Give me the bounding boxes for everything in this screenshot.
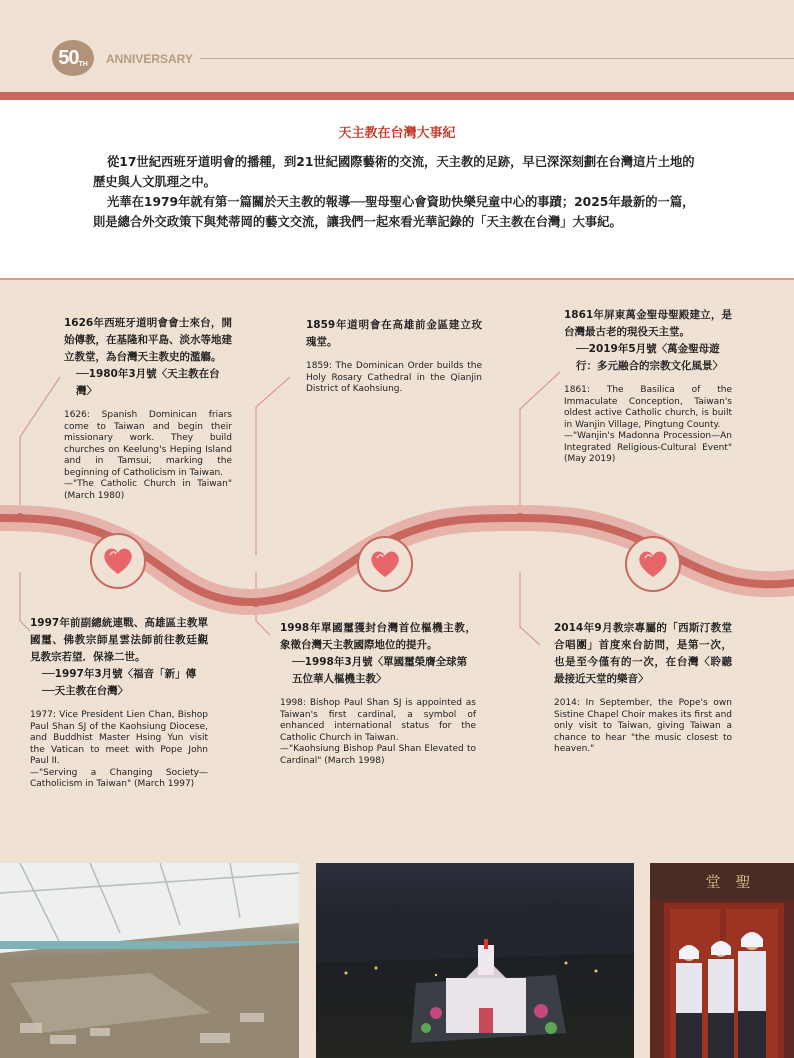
timeline-entry-1997 [30,615,208,791]
timeline-dot [516,513,524,521]
entry-en-text: 1861: The Basilica of the Immaculate Conception, Taiwan's oldest active Catholic church, is built in Wanjin Village, Pingtung County. [564,385,732,430]
entry-en-source: —"Kaohsiung Bishop Paul Shan Elevated to Cardinal" (March 1998) [280,744,476,766]
entry-zh-source: ──1998年3月號〈單國璽榮膺全球第五位華人樞機主教〉 [292,656,468,685]
entry-en-source: —"The Catholic Church in Taiwan" (March 1980) [64,479,232,501]
timeline-entry-2014 [554,620,732,756]
badge-number: 50 [58,47,79,69]
intro-section [0,100,794,280]
connector-line [20,572,30,631]
connector-line [520,572,540,645]
timeline [0,282,794,842]
entry-zh-text: 1861年屏東萬金聖母聖殿建立，是台灣最古老的現役天主堂。 [564,309,732,338]
timeline-entry-1861 [564,307,732,466]
entry-zh-source: ──1980年3月號〈天主教在台灣〉 [76,368,220,397]
church-sign: 堂 聖 [705,873,751,891]
heart-icon [90,533,146,589]
header-rule [200,58,794,59]
timeline-entry-1626 [64,315,232,502]
entry-zh-text: 1626年西班牙道明會會士來台，開始傳教，在基隆和平島、淡水等地建立教堂，為台灣天主教史的濫觴。 [64,317,232,363]
photo-nuns-at-church [650,863,794,1058]
intro-paragraph-1: 從17世紀西班牙道明會的播種，到21世紀國際藝術的交流，天主教的足跡，早已深深刻劃在台灣這片土地的歷史與人文肌理之中。 [93,155,695,189]
entry-zh-text: 1997年前副總統連戰、高雄區主教單國璽、佛教宗師星雲法師前往教廷覲見教宗若望．保祿二世。 [30,617,208,663]
page-header [0,0,794,92]
entry-zh-source: ──2019年5月號〈萬金聖母遊行：多元融合的宗教文化風景〉 [576,343,723,372]
photo-excavation-site [0,863,299,1058]
entry-en-source: —"Serving a Changing Society—Catholicism in Taiwan" (March 1997) [30,767,208,789]
entry-en-text: 1626: Spanish Dominican friars come to Taiwan and begin their missionary work. They build churches on Keelung's Heping Island and in Tamsui, marking the beginning of Catholicism in Taiwan. [64,410,232,478]
heart-icon [357,536,413,592]
entry-en-text: 1859: The Dominican Order builds the Holy Rosary Cathedral in the Qianjin District of Kaohsiung. [306,361,482,394]
red-divider-band [0,92,794,100]
entry-en-text: 1998: Bishop Paul Shan SJ is appointed as Taiwan's first cardinal, a symbol of enhanced international status for the Catholic Church in Taiwan. [280,698,476,743]
timeline-dot [16,513,24,521]
connector-line [20,377,60,517]
anniversary-badge [52,40,94,76]
timeline-entry-1859 [306,317,482,396]
timeline-dot [252,599,260,607]
entry-zh-text: 1998年單國璽獲封台灣首位樞機主教，象徵台灣天主教國際地位的提升。 [280,622,476,651]
entry-en-text: 2014: In September, the Pope's own Sistine Chapel Choir makes its first and only visit to Taiwan, giving Taiwan a chance to hear "the music closest to heaven." [554,698,732,754]
badge-suffix: TH [78,61,88,68]
connector-line [520,372,560,515]
timeline-entry-1998 [280,620,476,767]
entry-en-text: 1977: Vice President Lien Chan, Bishop Paul Shan SJ of the Kaohsiung Diocese, and Buddhist Master Hsing Yun visit the Vatican to meet with Pope John Paul II. [30,710,208,766]
connector-line [256,377,290,555]
intro-paragraph-2: 光華在1979年就有第一篇關於天主教的報導──聖母聖心會資助快樂兒童中心的事蹟；2025年最新的一篇，則是總合外交政策下與梵蒂岡的藝文交流，讓我們一起來看光華記錄的「天主教在台灣」大事紀。 [93,195,695,229]
heart-icon [625,536,681,592]
section-title: 天主教在台灣大事紀 [338,126,456,141]
anniversary-label: ANNIVERSARY [106,52,193,66]
photo-night-cathedral [316,863,634,1058]
entry-zh-text: 1859年道明會在高雄前金區建立玫瑰堂。 [306,319,482,348]
entry-en-source: —"Wanjin's Madonna Procession—An Integrated Religious-Cultural Event" (May 2019) [564,431,732,464]
entry-zh-source: ──1997年3月號〈福音「新」傳──天主教在台灣〉 [42,668,197,697]
entry-zh-text: 2014年9月教宗專屬的「西斯汀教堂合唱團」首度來台訪問，是第一次，也是至今僅有的一次，在台灣〈聆聽最接近天堂的樂音〉 [554,622,732,685]
